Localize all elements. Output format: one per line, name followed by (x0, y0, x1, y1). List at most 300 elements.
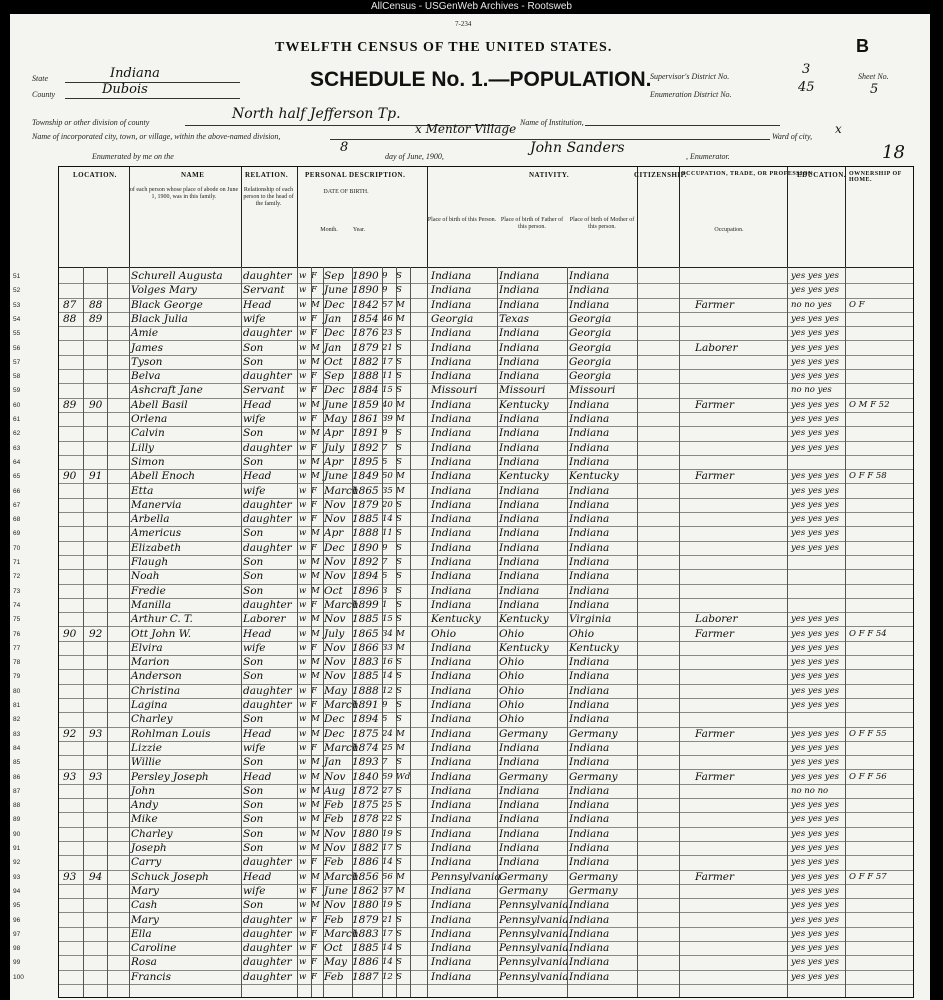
marital-status-cell: S (396, 342, 402, 353)
line-number: 92 (13, 859, 21, 867)
birth-month-cell: June (324, 284, 348, 297)
family-number (89, 712, 119, 726)
birthplace-father: Pennsylvania (499, 956, 569, 969)
table-row (13, 855, 913, 870)
person-name: Schuck Joseph (131, 870, 209, 883)
table-row (13, 326, 913, 341)
relation-cell: Son (243, 842, 264, 854)
age-cell: 1 (382, 599, 388, 610)
person-name: Carry (131, 856, 162, 869)
relation-cell: Son (243, 899, 264, 912)
race-cell: w (299, 499, 307, 510)
line-number: 77 (13, 644, 21, 652)
birthplace-person: Indiana (431, 799, 472, 812)
family-number (89, 827, 119, 841)
race-cell: w (299, 828, 307, 839)
family-number: 93 (89, 770, 103, 783)
ward-label: Ward of city, (772, 132, 813, 141)
birthplace-mother: Indiana (569, 455, 610, 468)
birth-year-cell: 1879 (352, 341, 379, 354)
relation-subheader: Relationship of each person to the head of the family. (243, 187, 294, 207)
table-row (13, 398, 913, 413)
table-row (13, 355, 913, 370)
dwelling-number: 89 (63, 398, 77, 411)
birth-month-cell: Apr (324, 427, 344, 440)
birth-month-cell: July (324, 627, 345, 640)
birthplace-father: Indiana (499, 370, 540, 383)
line-number: 82 (13, 716, 21, 724)
birthplace-mother: Indiana (569, 970, 610, 983)
birth-year-cell: 1842 (352, 298, 379, 311)
occupation-cell: Farmer (695, 298, 735, 311)
line-number: 86 (13, 773, 21, 781)
birth-month-cell: Nov (324, 827, 346, 840)
birth-month-cell: Dec (324, 298, 345, 311)
person-name: Noah (131, 570, 160, 583)
village-value: x Mentor Village (415, 122, 517, 136)
age-cell: 16 (382, 657, 393, 668)
line-number: 65 (13, 473, 21, 481)
occupation-cell (695, 669, 781, 683)
birthplace-father: Indiana (499, 355, 540, 368)
age-cell: 9 (382, 271, 388, 281)
birthplace-person: Indiana (431, 884, 472, 897)
birth-year-cell: 1885 (352, 670, 379, 683)
birth-month-cell: Jan (324, 312, 342, 325)
person-name: Joseph (131, 842, 167, 854)
person-name: Caroline (131, 942, 177, 955)
family-number (89, 970, 119, 984)
relation-cell: wife (243, 413, 266, 425)
birthplace-mother: Georgia (569, 341, 612, 354)
birthplace-father: Pennsylvania (499, 913, 569, 926)
relation-cell: Son (243, 527, 264, 540)
education-cell: yes yes yes (791, 828, 839, 839)
person-name: Lagina (131, 699, 168, 711)
birth-month-cell: Sep (324, 270, 345, 282)
sex-cell: F (311, 742, 317, 753)
marital-status-cell: S (396, 857, 402, 868)
marital-status-cell: M (396, 485, 405, 496)
birthplace-person: Indiana (431, 741, 472, 754)
education-cell: yes yes yes (791, 771, 839, 782)
birth-year-cell: 1885 (352, 942, 379, 955)
birthplace-mother: Georgia (569, 355, 612, 368)
marital-status-cell: S (396, 514, 402, 525)
person-name: Amie (131, 327, 159, 340)
relation-cell: daughter (243, 684, 292, 697)
birthplace-person: Indiana (431, 556, 472, 568)
relation-cell: wife (243, 312, 266, 325)
education-cell (791, 598, 847, 612)
table-row (13, 970, 913, 985)
occupation-cell (695, 798, 781, 812)
table-row (13, 913, 913, 928)
marital-status-cell: S (396, 585, 402, 596)
line-number: 93 (13, 873, 21, 881)
table-row (13, 412, 913, 427)
occupation-cell (695, 812, 781, 826)
marital-status-cell: S (396, 914, 402, 925)
ownership-cell (849, 784, 913, 798)
family-number (89, 426, 119, 440)
age-cell: 7 (382, 757, 388, 768)
dwelling-number: 87 (63, 298, 77, 311)
state-rule (65, 82, 240, 83)
birthplace-father: Pennsylvania (499, 970, 569, 983)
ownership-cell (849, 741, 913, 755)
marital-status-cell: S (396, 385, 402, 396)
sex-cell: F (311, 514, 317, 525)
ownership-cell: O F F 57 (849, 871, 887, 882)
sex-cell: M (311, 771, 320, 782)
line-number: 59 (13, 387, 21, 395)
age-cell: 15 (382, 385, 393, 396)
birth-mother-subheader: Place of birth of Mother of this person. (569, 217, 635, 230)
race-cell: w (299, 385, 307, 396)
family-number (89, 755, 119, 769)
family-number (89, 355, 119, 369)
birth-month-cell: Sep (324, 370, 345, 383)
education-cell: no no no (791, 785, 829, 796)
birthplace-father: Indiana (499, 584, 540, 597)
relation-cell: daughter (243, 327, 292, 340)
relation-cell: daughter (243, 927, 292, 940)
relation-header: RELATION. (245, 171, 289, 179)
relation-cell: Son (243, 556, 264, 568)
birthplace-mother: Indiana (569, 427, 610, 440)
marital-status-cell: S (396, 456, 402, 467)
occupation-col (679, 167, 788, 267)
marital-status-cell: M (396, 414, 405, 424)
race-cell: w (299, 542, 307, 553)
sex-cell: F (311, 599, 317, 610)
sex-cell: M (311, 356, 320, 367)
sex-cell: M (311, 657, 320, 668)
county-value: Dubois (102, 82, 148, 97)
occupation-cell: Farmer (695, 627, 735, 640)
occupation-cell (695, 712, 781, 726)
sex-cell: F (311, 971, 317, 982)
marital-status-cell: S (396, 671, 402, 682)
citizenship-header: CITIZENSHIP. (634, 171, 688, 179)
race-cell: w (299, 943, 307, 954)
birth-year-cell: 1884 (352, 384, 379, 397)
family-number (89, 741, 119, 755)
column-rule (129, 267, 130, 997)
sheet-value: 5 (870, 82, 879, 97)
birth-month-cell: Nov (324, 513, 346, 526)
relation-cell: Son (243, 570, 264, 583)
race-cell: w (299, 271, 307, 281)
table-row (13, 612, 913, 627)
ownership-cell (849, 426, 913, 440)
occupation-cell (695, 355, 781, 369)
birth-year-cell: 1854 (352, 312, 379, 325)
birthplace-person: Indiana (431, 670, 472, 683)
education-cell: yes yes yes (791, 800, 839, 811)
birth-year-cell: 1890 (352, 284, 379, 297)
age-cell: 17 (382, 843, 393, 853)
month-subheader: Month. (320, 227, 338, 233)
birthplace-person: Indiana (431, 970, 472, 983)
ownership-cell (849, 798, 913, 812)
table-row (13, 841, 913, 856)
table-row (13, 426, 913, 441)
race-cell: w (299, 785, 307, 796)
ownership-cell (849, 655, 913, 669)
marital-status-cell: S (396, 685, 402, 696)
sex-cell: M (311, 585, 320, 596)
ownership-cell (849, 827, 913, 841)
table-row (13, 383, 913, 398)
family-number (89, 884, 119, 898)
birthplace-person: Indiana (431, 827, 472, 840)
table-row (13, 498, 913, 513)
sex-cell: M (311, 828, 320, 839)
education-cell: yes yes yes (791, 957, 839, 968)
family-number (89, 283, 119, 297)
race-cell: w (299, 757, 307, 768)
sex-cell: M (311, 399, 320, 410)
table-row (13, 755, 913, 770)
birthplace-person: Indiana (431, 584, 472, 597)
sex-cell: M (311, 614, 320, 625)
birthplace-father: Indiana (499, 842, 540, 854)
line-number: 94 (13, 887, 21, 895)
ownership-cell (849, 283, 913, 297)
age-cell: 9 (382, 285, 388, 296)
age-cell: 3 (382, 585, 388, 596)
relation-cell: daughter (243, 970, 292, 983)
occupation-cell (695, 412, 781, 426)
education-cell: yes yes yes (791, 414, 839, 424)
person-name: Black George (131, 298, 203, 311)
relation-cell: Son (243, 827, 264, 840)
race-cell: w (299, 614, 307, 625)
occupation-header: OCCUPATION, TRADE, OR PROFESSION (681, 171, 813, 177)
person-name: Mary (131, 884, 159, 897)
birth-month-cell: March (324, 741, 359, 754)
birthplace-father: Indiana (499, 856, 540, 869)
schedule-title: SCHEDULE No. 1.—POPULATION. (310, 68, 652, 91)
race-cell: w (299, 299, 307, 310)
birth-year-cell: 1875 (352, 799, 379, 812)
education-cell (791, 712, 847, 726)
person-name: Abell Enoch (131, 470, 195, 483)
person-name: Persley Joseph (131, 770, 209, 783)
birthplace-mother: Indiana (569, 556, 610, 568)
sex-cell: F (311, 685, 317, 696)
relation-cell: Head (243, 398, 272, 411)
sex-cell: F (311, 271, 317, 281)
state-value: Indiana (110, 66, 160, 81)
race-cell: w (299, 928, 307, 939)
birthplace-father: Indiana (499, 484, 540, 497)
person-name: Schurell Augusta (131, 270, 223, 282)
age-cell: 27 (382, 785, 393, 796)
birthplace-person: Indiana (431, 656, 472, 669)
birthplace-mother: Indiana (569, 441, 610, 454)
birthplace-mother: Germany (569, 870, 618, 883)
marital-status-cell: M (396, 728, 405, 739)
line-number: 75 (13, 616, 21, 624)
ownership-cell (849, 341, 913, 355)
relation-cell: Head (243, 870, 272, 883)
age-cell: 25 (382, 800, 393, 811)
occupation-cell (695, 498, 781, 512)
birthplace-person: Indiana (431, 842, 472, 854)
birth-year-cell: 1888 (352, 370, 379, 383)
birthplace-father: Kentucky (499, 470, 549, 483)
institution-rule (585, 125, 780, 126)
birthplace-mother: Indiana (569, 684, 610, 697)
marital-status-cell: S (396, 428, 402, 439)
line-number: 78 (13, 659, 21, 667)
birthplace-person: Georgia (431, 312, 474, 325)
occupation-cell (695, 741, 781, 755)
line-number: 89 (13, 816, 21, 824)
family-number (89, 784, 119, 798)
occupation-cell (695, 898, 781, 912)
relation-cell: Son (243, 584, 264, 597)
relation-cell: daughter (243, 856, 292, 869)
occupation-cell: Farmer (695, 770, 735, 783)
education-cell: yes yes yes (791, 356, 839, 367)
education-cell: yes yes yes (791, 499, 839, 510)
ownership-cell: O F (849, 299, 865, 310)
person-name: Volges Mary (131, 284, 197, 297)
line-number: 68 (13, 516, 21, 524)
relation-cell: wife (243, 884, 266, 897)
occupation-cell (695, 913, 781, 927)
person-name: Anderson (131, 670, 182, 683)
table-row (13, 784, 913, 799)
marital-status-cell: S (396, 971, 402, 982)
table-row (13, 684, 913, 699)
race-cell: w (299, 628, 307, 639)
birth-year-cell: 1879 (352, 913, 379, 926)
age-cell: 34 (382, 628, 393, 639)
birth-month-cell: June (324, 398, 348, 411)
birthplace-father: Ohio (499, 684, 525, 697)
birth-month-cell: Aug (324, 784, 346, 797)
birthplace-mother: Indiana (569, 498, 610, 511)
table-row (13, 770, 913, 785)
birthplace-father: Indiana (499, 799, 540, 812)
family-number (89, 383, 119, 397)
table-row (13, 598, 913, 613)
birth-month-cell: March (324, 927, 359, 940)
birth-month-cell: Oct (324, 584, 343, 597)
table-row (13, 312, 913, 327)
education-cell: yes yes yes (791, 900, 839, 911)
sex-cell: F (311, 542, 317, 553)
relation-cell: wife (243, 741, 266, 754)
sex-cell: M (311, 814, 320, 825)
birthplace-person: Indiana (431, 956, 472, 969)
sheet-letter: B (856, 36, 869, 56)
birthplace-mother: Indiana (569, 784, 610, 797)
race-cell: w (299, 356, 307, 367)
occupation-cell (695, 541, 781, 555)
birth-month-cell: March (324, 870, 359, 883)
table-row (13, 283, 913, 298)
census-sheet (10, 14, 930, 1000)
birth-year-cell: 1849 (352, 470, 379, 483)
birthplace-father: Missouri (499, 384, 546, 397)
table-row (13, 555, 913, 570)
person-name: Tyson (131, 355, 163, 368)
birthplace-father: Indiana (499, 284, 540, 297)
line-number: 83 (13, 730, 21, 738)
birth-month-cell: Oct (324, 355, 343, 368)
citizenship-col (637, 167, 680, 267)
birthplace-mother: Indiana (569, 298, 610, 311)
line-number: 52 (13, 287, 21, 295)
table-row (13, 827, 913, 842)
marital-status-cell: S (396, 757, 402, 768)
dwelling-number: 88 (63, 312, 77, 325)
race-cell: w (299, 900, 307, 911)
marital-status-cell: S (396, 599, 402, 610)
column-rule (396, 267, 397, 997)
marital-status-cell: S (396, 285, 402, 296)
table-row (13, 812, 913, 827)
education-cell: yes yes yes (791, 313, 839, 324)
person-name: Abell Basil (131, 398, 188, 411)
marital-status-cell: M (396, 742, 405, 753)
birth-month-cell: Feb (324, 856, 344, 869)
birthplace-person: Indiana (431, 498, 472, 511)
birthplace-person: Indiana (431, 598, 472, 611)
ownership-cell (849, 584, 913, 598)
age-cell: 37 (382, 885, 393, 896)
line-number: 74 (13, 601, 21, 609)
line-number: 60 (13, 401, 21, 409)
family-number (89, 812, 119, 826)
ownership-cell: O F F 54 (849, 628, 887, 639)
table-row (13, 712, 913, 727)
birthplace-person: Indiana (431, 527, 472, 540)
birth-year-cell: 1865 (352, 484, 379, 497)
birthplace-mother: Indiana (569, 284, 610, 297)
race-cell: w (299, 342, 307, 353)
education-cell: yes yes yes (791, 442, 839, 453)
birth-year-cell: 1885 (352, 513, 379, 526)
relation-cell: daughter (243, 541, 292, 554)
ownership-cell (849, 913, 913, 927)
occupation-cell (695, 369, 781, 383)
race-cell: w (299, 714, 307, 725)
person-name: Ott John W. (131, 627, 192, 640)
person-name: Americus (131, 527, 182, 540)
birth-year-cell: 1859 (352, 398, 379, 411)
ownership-cell (849, 369, 913, 383)
ownership-cell (849, 512, 913, 526)
line-number: 57 (13, 358, 21, 366)
relation-cell: Servant (243, 384, 285, 397)
sex-cell: M (311, 628, 320, 639)
age-cell: 7 (382, 557, 388, 567)
birth-year-cell: 1895 (352, 455, 379, 468)
race-cell: w (299, 285, 307, 296)
family-number (89, 269, 119, 283)
birthplace-person: Indiana (431, 298, 472, 311)
birthplace-person: Indiana (431, 484, 472, 497)
person-name: Orlena (131, 413, 168, 425)
birth-year-cell: 1894 (352, 713, 379, 726)
